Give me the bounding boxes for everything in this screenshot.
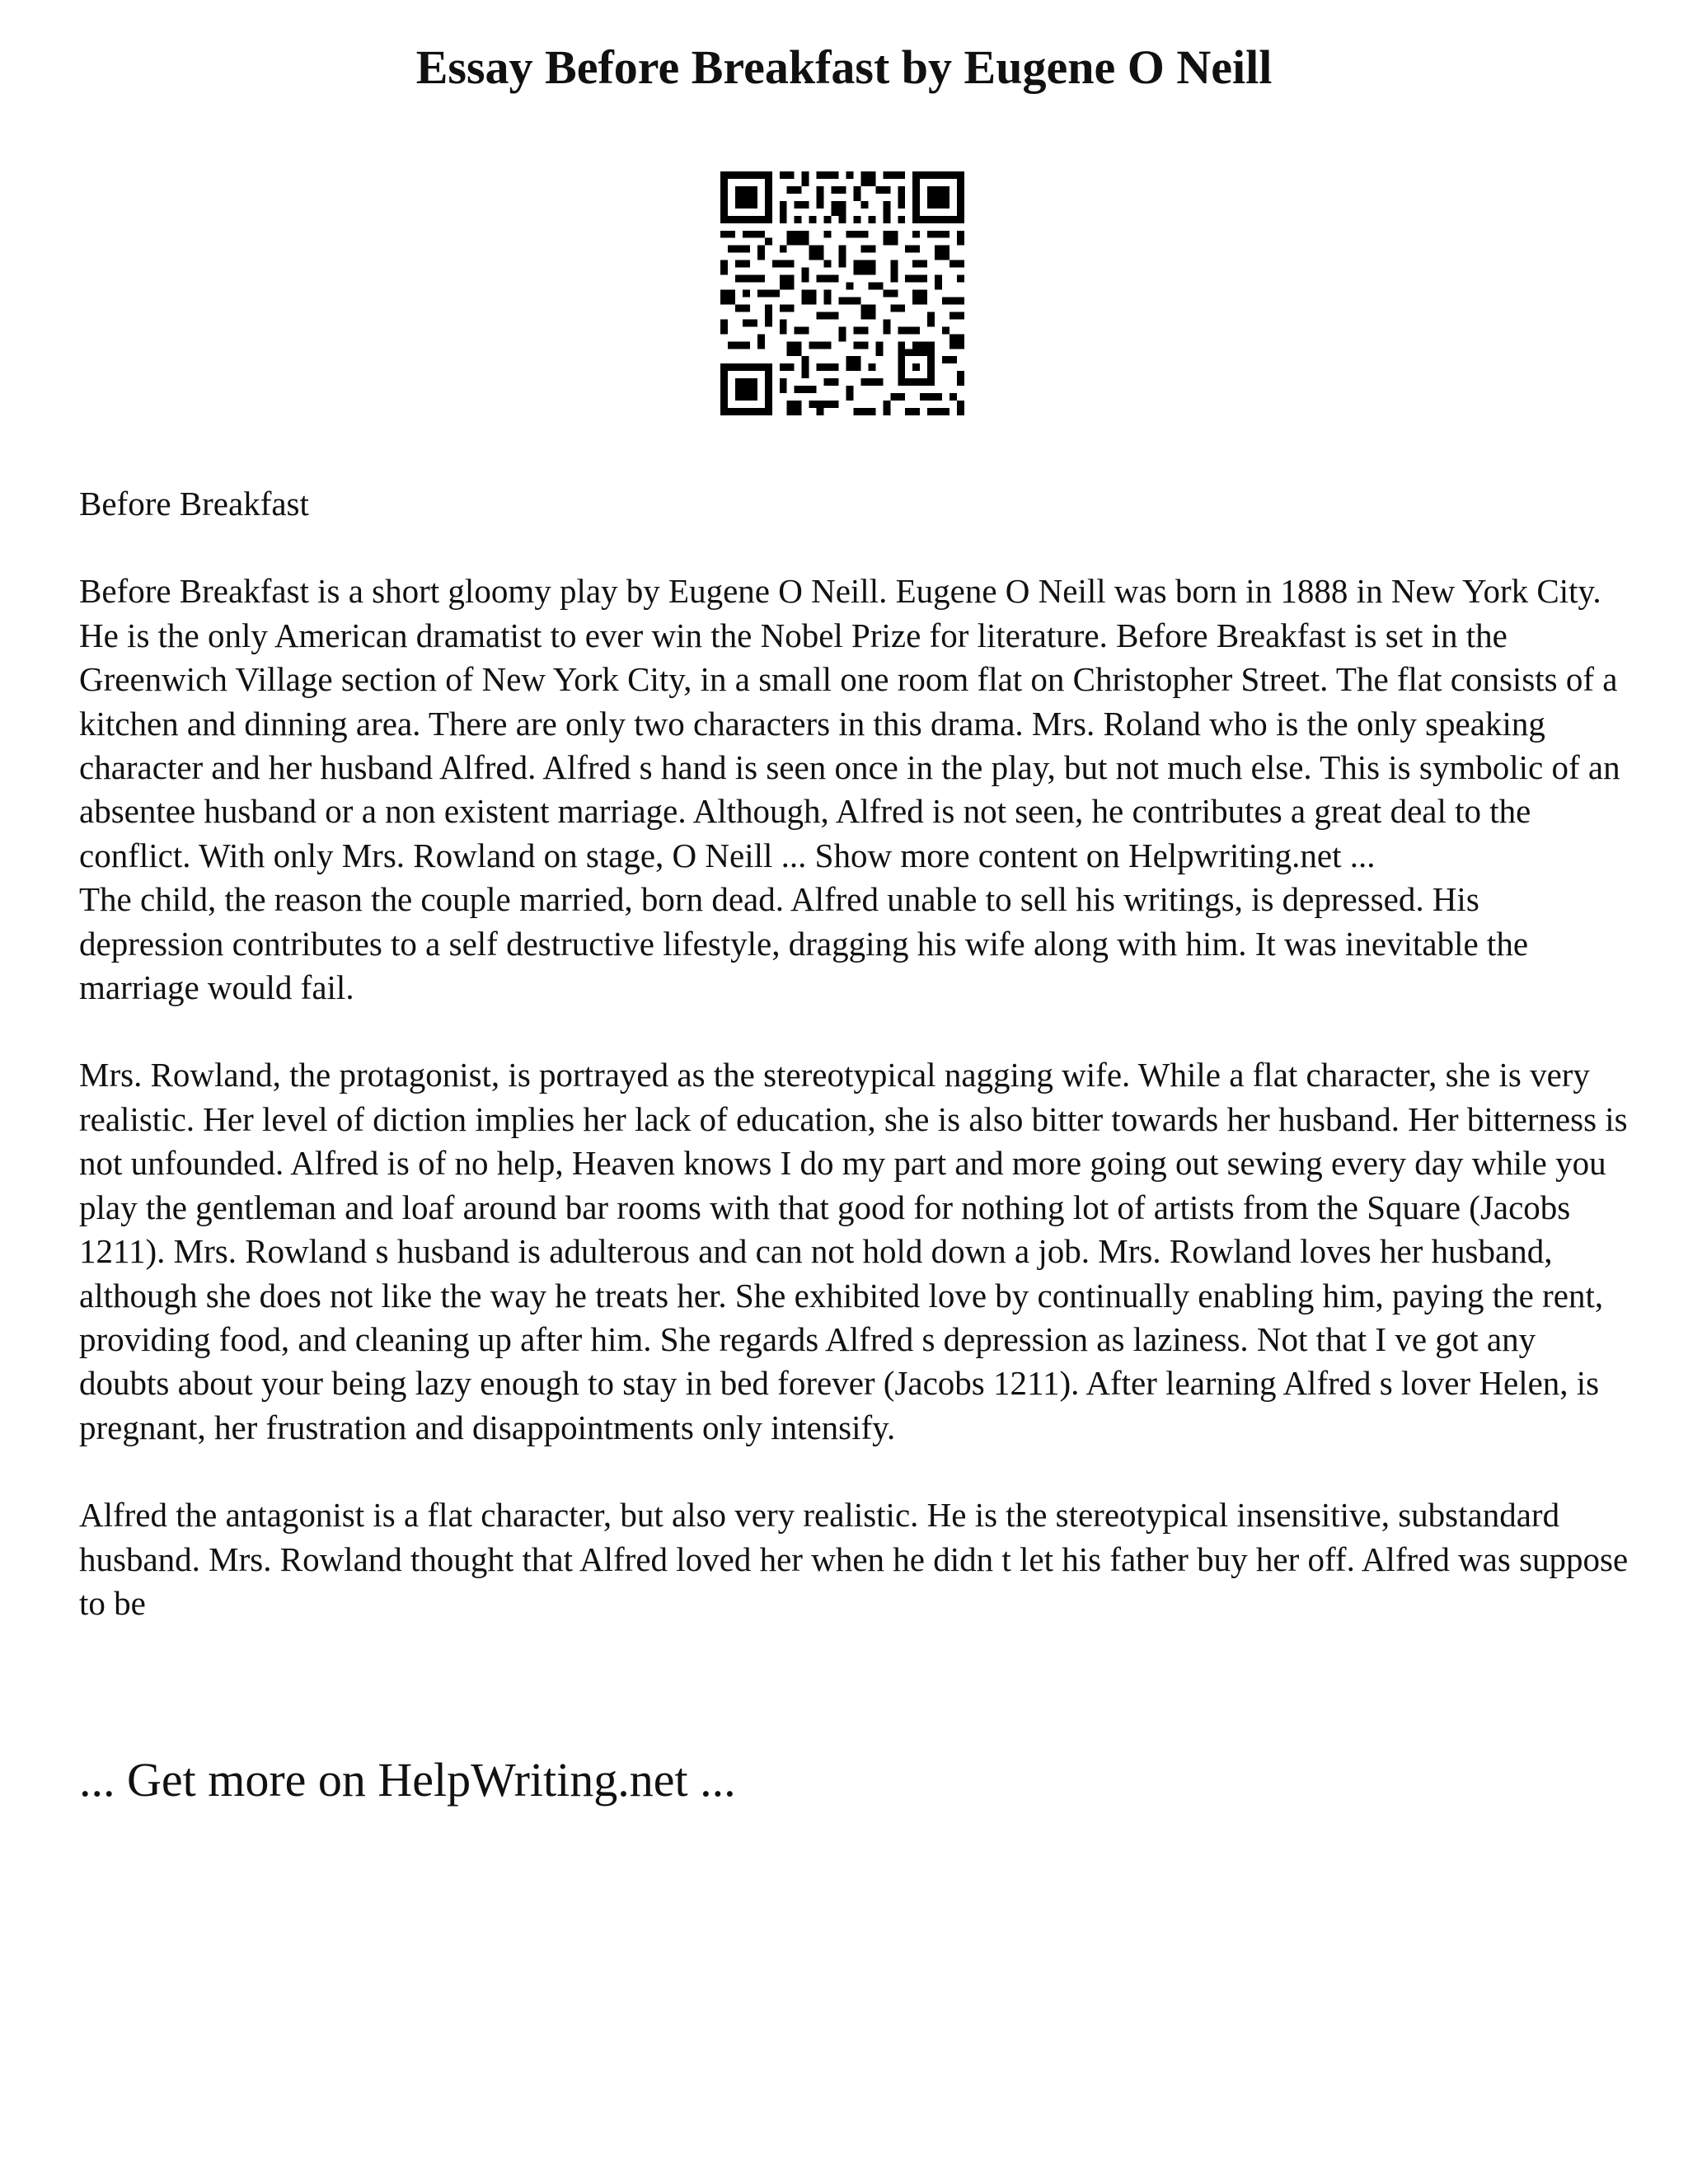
page-title: Essay Before Breakfast by Eugene O Neill xyxy=(415,40,1273,94)
qr-code-icon xyxy=(720,171,964,415)
paragraph-intro-text: Before Breakfast is a short gloomy play by Eugene O Neill. Eugene O Neill was born in 1888 in New York City. He is the only American dramatist to ever win the Nobel Prize for literature. Before Breakfast is set in the Greenwich Village section of New York City, in a small one room flat on Christopher Street. The flat consists of a kitchen and dinning area. There are only two characters in this drama. Mrs. Roland who is the only speaking character and her husband Alfred. Alfred s hand is seen once in the play, but not much else. This is symbolic of an absentee husband or a non existent marriage. Although, Alfred is not seen, he contributes a great deal to the conflict. With only Mrs. Rowland on stage, O Neill xyxy=(79,572,1620,874)
paragraph-child: The child, the reason the couple married, born dead. Alfred unable to sell his writings, is depressed. His depression contributes to a self destructive lifestyle, dragging his wife along with him. It was inevitable the marriage would fail. xyxy=(79,880,1529,1007)
paragraph-gap xyxy=(79,1450,1629,1493)
paragraph-gap xyxy=(79,526,1629,569)
paragraph-antagonist: Alfred the antagonist is a flat character, but also very realistic. He is the stereotypical insensitive, substandard husband. Mrs. Rowland thought that Alfred loved her when he didn t let his father buy her off. Alfred was suppose to be xyxy=(79,1496,1629,1622)
section-heading: Before Breakfast xyxy=(79,485,309,523)
paragraph-gap xyxy=(79,1010,1629,1053)
paragraph-intro xyxy=(79,569,1629,878)
document-body xyxy=(79,482,1629,1625)
show-more-link[interactable]: ... Show more content on Helpwriting.net ... xyxy=(781,836,1376,874)
get-more-link[interactable]: ... Get more on HelpWriting.net ... xyxy=(79,1753,736,1807)
paragraph-protagonist: Mrs. Rowland, the protagonist, is portrayed as the stereotypical nagging wife. While a flat character, she is very realistic. Her level of diction implies her lack of education, she is also bitter towards her husband. Her bitterness is not unfounded. Alfred is of no help, Heaven knows I do my part and more going out sewing every day while you play the gentleman and loaf around bar rooms with that good for nothing lot of artists from the Square (Jacobs 1211). Mrs. Rowland s husband is adulterous and can not hold down a job. Mrs. Rowland loves her husband, although she does not like the way he treats her. She exhibited love by continually enabling him, paying the rent, providing food, and cleaning up after him. She regards Alfred s depression as laziness. Not that I ve got any doubts about your being lazy enough to stay in bed forever (Jacobs 1211). After learning Alfred s lover Helen, is pregnant, her frustration and disappointments only intensify. xyxy=(79,1056,1628,1446)
